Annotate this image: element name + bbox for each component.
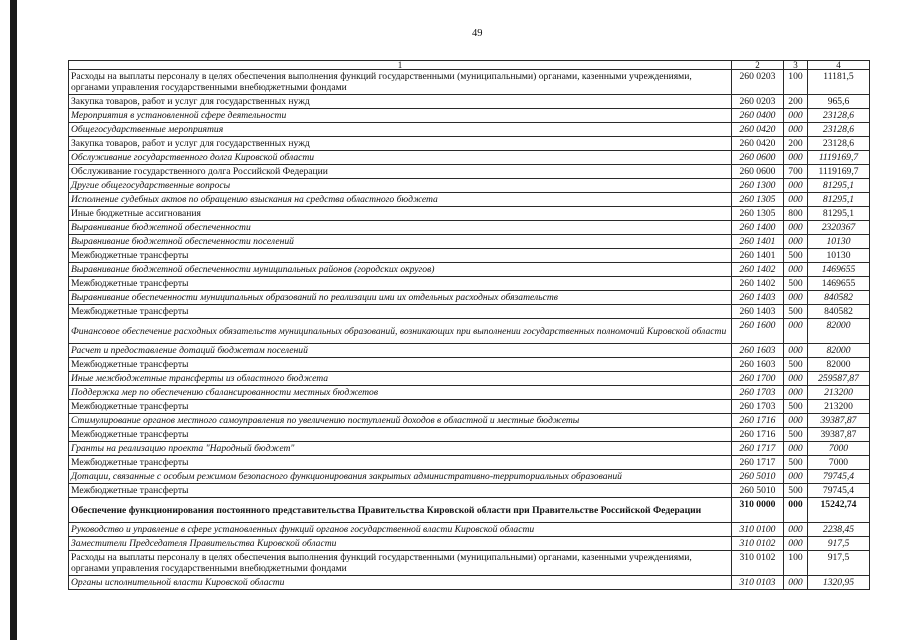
row-type-cell: 000 <box>784 193 808 207</box>
row-type-cell: 200 <box>784 95 808 109</box>
row-amount-cell: 917,5 <box>808 537 870 551</box>
row-code-cell: 260 1703 <box>732 400 784 414</box>
table-row <box>69 428 870 442</box>
table-row <box>69 235 870 249</box>
row-code-cell: 260 1300 <box>732 179 784 193</box>
row-type-cell: 800 <box>784 207 808 221</box>
row-amount-cell: 39387,87 <box>808 428 870 442</box>
table-row <box>69 498 870 523</box>
row-name-cell: Закупка товаров, работ и услуг для государственных нужд <box>69 95 732 109</box>
row-name-cell: Межбюджетные трансферты <box>69 484 732 498</box>
row-name-cell: Стимулирование органов местного самоуправления по увеличению поступлений доходов в областной и местные бюджеты <box>69 414 732 428</box>
header-col-2: 2 <box>732 61 784 70</box>
row-type-cell: 100 <box>784 70 808 95</box>
row-type-cell: 000 <box>784 179 808 193</box>
row-type-cell: 000 <box>784 235 808 249</box>
row-type-cell: 500 <box>784 249 808 263</box>
row-name-cell: Руководство и управление в сфере установленных функций органов государственной власти Кировской области <box>69 523 732 537</box>
row-code-cell: 260 1600 <box>732 319 784 344</box>
row-amount-cell: 213200 <box>808 386 870 400</box>
row-name-cell: Выравнивание бюджетной обеспеченности <box>69 221 732 235</box>
row-amount-cell: 1119169,7 <box>808 151 870 165</box>
table-row <box>69 372 870 386</box>
row-amount-cell: 840582 <box>808 291 870 305</box>
row-type-cell: 000 <box>784 470 808 484</box>
row-amount-cell: 1469655 <box>808 277 870 291</box>
row-type-cell: 500 <box>784 358 808 372</box>
row-code-cell: 260 1716 <box>732 414 784 428</box>
row-amount-cell: 79745,4 <box>808 484 870 498</box>
row-code-cell: 260 1401 <box>732 235 784 249</box>
row-amount-cell: 10130 <box>808 235 870 249</box>
row-amount-cell: 1469655 <box>808 263 870 277</box>
row-code-cell: 310 0102 <box>732 551 784 576</box>
row-name-cell: Обеспечение функционирования постоянного представительства Правительства Кировской области при Правительстве Российской Федерации <box>69 498 732 523</box>
table-row <box>69 179 870 193</box>
row-name-cell: Закупка товаров, работ и услуг для государственных нужд <box>69 137 732 151</box>
row-code-cell: 260 1400 <box>732 221 784 235</box>
row-type-cell: 000 <box>784 319 808 344</box>
row-type-cell: 200 <box>784 137 808 151</box>
row-name-cell: Межбюджетные трансферты <box>69 428 732 442</box>
row-type-cell: 500 <box>784 428 808 442</box>
table-row <box>69 358 870 372</box>
row-amount-cell: 965,6 <box>808 95 870 109</box>
row-code-cell: 310 0102 <box>732 537 784 551</box>
row-name-cell: Иные бюджетные ассигнования <box>69 207 732 221</box>
row-amount-cell: 23128,6 <box>808 123 870 137</box>
row-code-cell: 260 1717 <box>732 442 784 456</box>
row-code-cell: 260 1703 <box>732 386 784 400</box>
row-name-cell: Расходы на выплаты персоналу в целях обеспечения выполнения функций государственными (муниципальными) органами, казенными учреждениями, органами управления государственными внебюджетными фондами <box>69 551 732 576</box>
row-name-cell: Гранты на реализацию проекта "Народный бюджет" <box>69 442 732 456</box>
row-name-cell: Межбюджетные трансферты <box>69 456 732 470</box>
table-row <box>69 277 870 291</box>
row-amount-cell: 39387,87 <box>808 414 870 428</box>
table-row <box>69 319 870 344</box>
row-type-cell: 000 <box>784 109 808 123</box>
budget-table <box>68 60 870 590</box>
table-row <box>69 456 870 470</box>
row-code-cell: 310 0103 <box>732 576 784 590</box>
row-amount-cell: 259587,87 <box>808 372 870 386</box>
row-amount-cell: 82000 <box>808 344 870 358</box>
row-amount-cell: 82000 <box>808 319 870 344</box>
row-name-cell: Межбюджетные трансферты <box>69 305 732 319</box>
row-name-cell: Исполнение судебных актов по обращению взыскания на средства областного бюджета <box>69 193 732 207</box>
row-type-cell: 000 <box>784 123 808 137</box>
row-name-cell: Общегосударственные мероприятия <box>69 123 732 137</box>
row-amount-cell: 15242,74 <box>808 498 870 523</box>
table-row <box>69 576 870 590</box>
table-row <box>69 442 870 456</box>
row-code-cell: 260 1700 <box>732 372 784 386</box>
row-name-cell: Заместители Председателя Правительства Кировской области <box>69 537 732 551</box>
row-amount-cell: 79745,4 <box>808 470 870 484</box>
row-amount-cell: 2238,45 <box>808 523 870 537</box>
row-type-cell: 000 <box>784 291 808 305</box>
row-code-cell: 310 0100 <box>732 523 784 537</box>
table-row <box>69 249 870 263</box>
table-row <box>69 207 870 221</box>
row-code-cell: 260 0400 <box>732 109 784 123</box>
row-code-cell: 260 1402 <box>732 277 784 291</box>
row-type-cell: 500 <box>784 277 808 291</box>
row-type-cell: 500 <box>784 305 808 319</box>
row-name-cell: Обслуживание государственного долга Кировской области <box>69 151 732 165</box>
table-row <box>69 70 870 95</box>
row-name-cell: Межбюджетные трансферты <box>69 400 732 414</box>
row-code-cell: 260 0600 <box>732 165 784 179</box>
row-name-cell: Дотации, связанные с особым режимом безопасного функционирования закрытых административно-территориальных образований <box>69 470 732 484</box>
row-type-cell: 500 <box>784 400 808 414</box>
row-code-cell: 260 0420 <box>732 137 784 151</box>
row-code-cell: 260 1603 <box>732 344 784 358</box>
row-name-cell: Другие общегосударственные вопросы <box>69 179 732 193</box>
table-header-row <box>69 61 870 70</box>
table-row <box>69 537 870 551</box>
table-row <box>69 386 870 400</box>
row-name-cell: Финансовое обеспечение расходных обязательств муниципальных образований, возникающих при выполнении государственных полномочий Кировской области <box>69 319 732 344</box>
row-type-cell: 000 <box>784 263 808 277</box>
table-row <box>69 523 870 537</box>
table-row <box>69 123 870 137</box>
row-type-cell: 100 <box>784 551 808 576</box>
row-code-cell: 260 1716 <box>732 428 784 442</box>
table-row <box>69 263 870 277</box>
scan-edge-bar <box>10 0 17 640</box>
table-row <box>69 291 870 305</box>
row-code-cell: 260 1305 <box>732 193 784 207</box>
row-code-cell: 260 1603 <box>732 358 784 372</box>
row-amount-cell: 840582 <box>808 305 870 319</box>
row-type-cell: 000 <box>784 442 808 456</box>
header-col-1: 1 <box>69 61 732 70</box>
row-code-cell: 260 1403 <box>732 305 784 319</box>
row-type-cell: 000 <box>784 576 808 590</box>
row-name-cell: Межбюджетные трансферты <box>69 249 732 263</box>
row-name-cell: Мероприятия в установленной сфере деятельности <box>69 109 732 123</box>
row-type-cell: 000 <box>784 221 808 235</box>
row-code-cell: 260 0203 <box>732 70 784 95</box>
row-code-cell: 260 5010 <box>732 484 784 498</box>
row-type-cell: 000 <box>784 498 808 523</box>
row-amount-cell: 23128,6 <box>808 109 870 123</box>
table-row <box>69 151 870 165</box>
row-name-cell: Обслуживание государственного долга Российской Федерации <box>69 165 732 179</box>
row-amount-cell: 2320367 <box>808 221 870 235</box>
row-amount-cell: 81295,1 <box>808 179 870 193</box>
row-amount-cell: 81295,1 <box>808 193 870 207</box>
row-type-cell: 000 <box>784 372 808 386</box>
row-code-cell: 260 1717 <box>732 456 784 470</box>
table-row <box>69 193 870 207</box>
row-code-cell: 260 1402 <box>732 263 784 277</box>
row-code-cell: 310 0000 <box>732 498 784 523</box>
table-row <box>69 109 870 123</box>
row-code-cell: 260 0420 <box>732 123 784 137</box>
header-col-4: 4 <box>808 61 870 70</box>
row-amount-cell: 1320,95 <box>808 576 870 590</box>
row-type-cell: 000 <box>784 386 808 400</box>
header-col-3: 3 <box>784 61 808 70</box>
table-row <box>69 470 870 484</box>
row-name-cell: Поддержка мер по обеспечению сбалансированности местных бюджетов <box>69 386 732 400</box>
table-row <box>69 95 870 109</box>
row-amount-cell: 81295,1 <box>808 207 870 221</box>
row-type-cell: 000 <box>784 151 808 165</box>
row-name-cell: Расчет и предоставление дотаций бюджетам поселений <box>69 344 732 358</box>
row-amount-cell: 1119169,7 <box>808 165 870 179</box>
row-code-cell: 260 1403 <box>732 291 784 305</box>
row-amount-cell: 11181,5 <box>808 70 870 95</box>
row-code-cell: 260 5010 <box>732 470 784 484</box>
row-type-cell: 700 <box>784 165 808 179</box>
row-name-cell: Межбюджетные трансферты <box>69 277 732 291</box>
row-name-cell: Расходы на выплаты персоналу в целях обеспечения выполнения функций государственными (муниципальными) органами, казенными учреждениями, органами управления государственными внебюджетными фондами <box>69 70 732 95</box>
row-amount-cell: 7000 <box>808 456 870 470</box>
table-row <box>69 344 870 358</box>
row-type-cell: 500 <box>784 456 808 470</box>
page-number: 49 <box>472 28 483 39</box>
row-amount-cell: 213200 <box>808 400 870 414</box>
table-row <box>69 484 870 498</box>
row-name-cell: Иные межбюджетные трансферты из областного бюджета <box>69 372 732 386</box>
row-type-cell: 000 <box>784 537 808 551</box>
row-amount-cell: 10130 <box>808 249 870 263</box>
row-amount-cell: 23128,6 <box>808 137 870 151</box>
row-code-cell: 260 1305 <box>732 207 784 221</box>
row-name-cell: Выравнивание бюджетной обеспеченности поселений <box>69 235 732 249</box>
row-amount-cell: 7000 <box>808 442 870 456</box>
row-type-cell: 000 <box>784 523 808 537</box>
row-name-cell: Выравнивание бюджетной обеспеченности муниципальных районов (городских округов) <box>69 263 732 277</box>
table-row <box>69 221 870 235</box>
table-row <box>69 551 870 576</box>
table-row <box>69 137 870 151</box>
row-amount-cell: 917,5 <box>808 551 870 576</box>
row-amount-cell: 82000 <box>808 358 870 372</box>
row-name-cell: Органы исполнительной власти Кировской области <box>69 576 732 590</box>
table-row <box>69 165 870 179</box>
table-row <box>69 400 870 414</box>
row-type-cell: 000 <box>784 344 808 358</box>
row-code-cell: 260 1401 <box>732 249 784 263</box>
row-name-cell: Выравнивание обеспеченности муниципальных образований по реализации ими их отдельных расходных обязательств <box>69 291 732 305</box>
row-type-cell: 500 <box>784 484 808 498</box>
row-code-cell: 260 0600 <box>732 151 784 165</box>
table-row <box>69 305 870 319</box>
row-name-cell: Межбюджетные трансферты <box>69 358 732 372</box>
table-row <box>69 414 870 428</box>
row-code-cell: 260 0203 <box>732 95 784 109</box>
row-type-cell: 000 <box>784 414 808 428</box>
